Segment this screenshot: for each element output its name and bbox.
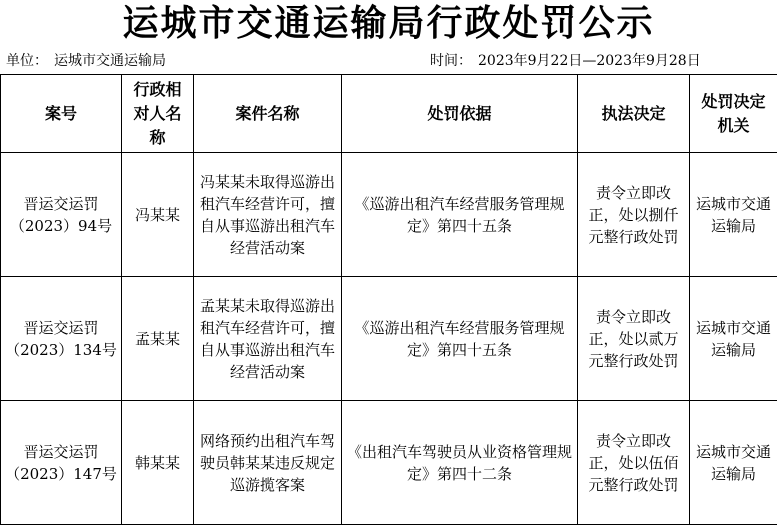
- decision-cell: 责令立即改正，处以捌仟元整行政处罚: [578, 153, 690, 277]
- case-name-cell: 孟某某未取得巡游出租汽车经营许可，擅自从事巡游出租汽车经营活动案: [194, 277, 342, 401]
- party-cell: 孟某某: [122, 277, 194, 401]
- unit-info: [6, 51, 166, 71]
- time-value: 2023年9月22日—2023年9月28日: [478, 53, 701, 69]
- decision-cell: 责令立即改正，处以伍佰元整行政处罚: [578, 401, 690, 525]
- case-name-cell: 网络预约出租汽车驾驶员韩某某违反规定巡游揽客案: [194, 401, 342, 525]
- unit-label: 单位：: [6, 53, 48, 69]
- case-no-cell: 晋运交运罚（2023）147号: [1, 401, 122, 525]
- col-header-party: 行政相对人名称: [122, 75, 194, 153]
- col-header-case-no: 案号: [1, 75, 122, 153]
- time-info: [430, 51, 701, 71]
- col-header-decision: 执法决定: [578, 75, 690, 153]
- case-no-cell: 晋运交运罚（2023）94号: [1, 153, 122, 277]
- table-row: [1, 277, 777, 401]
- time-label: 时间：: [430, 53, 472, 69]
- authority-cell: 运城市交通运输局: [690, 277, 777, 401]
- penalty-table: [0, 74, 777, 525]
- basis-cell: 《巡游出租汽车经营服务管理规定》第四十五条: [342, 153, 578, 277]
- table-row: [1, 401, 777, 525]
- authority-cell: 运城市交通运输局: [690, 401, 777, 525]
- col-header-basis: 处罚依据: [342, 75, 578, 153]
- authority-cell: 运城市交通运输局: [690, 153, 777, 277]
- table-row: [1, 153, 777, 277]
- page-title: 运城市交通运输局行政处罚公示: [0, 0, 777, 46]
- unit-value: 运城市交通运输局: [54, 53, 166, 69]
- col-header-case-name: 案件名称: [194, 75, 342, 153]
- party-cell: 韩某某: [122, 401, 194, 525]
- case-name-cell: 冯某某未取得巡游出租汽车经营许可，擅自从事巡游出租汽车经营活动案: [194, 153, 342, 277]
- decision-cell: 责令立即改正，处以贰万元整行政处罚: [578, 277, 690, 401]
- basis-cell: 《出租汽车驾驶员从业资格管理规定》第四十二条: [342, 401, 578, 525]
- basis-cell: 《巡游出租汽车经营服务管理规定》第四十五条: [342, 277, 578, 401]
- case-no-cell: 晋运交运罚（2023）134号: [1, 277, 122, 401]
- col-header-authority: 处罚决定机关: [690, 75, 777, 153]
- meta-line: [0, 51, 777, 71]
- party-cell: 冯某某: [122, 153, 194, 277]
- table-header-row: [1, 75, 777, 153]
